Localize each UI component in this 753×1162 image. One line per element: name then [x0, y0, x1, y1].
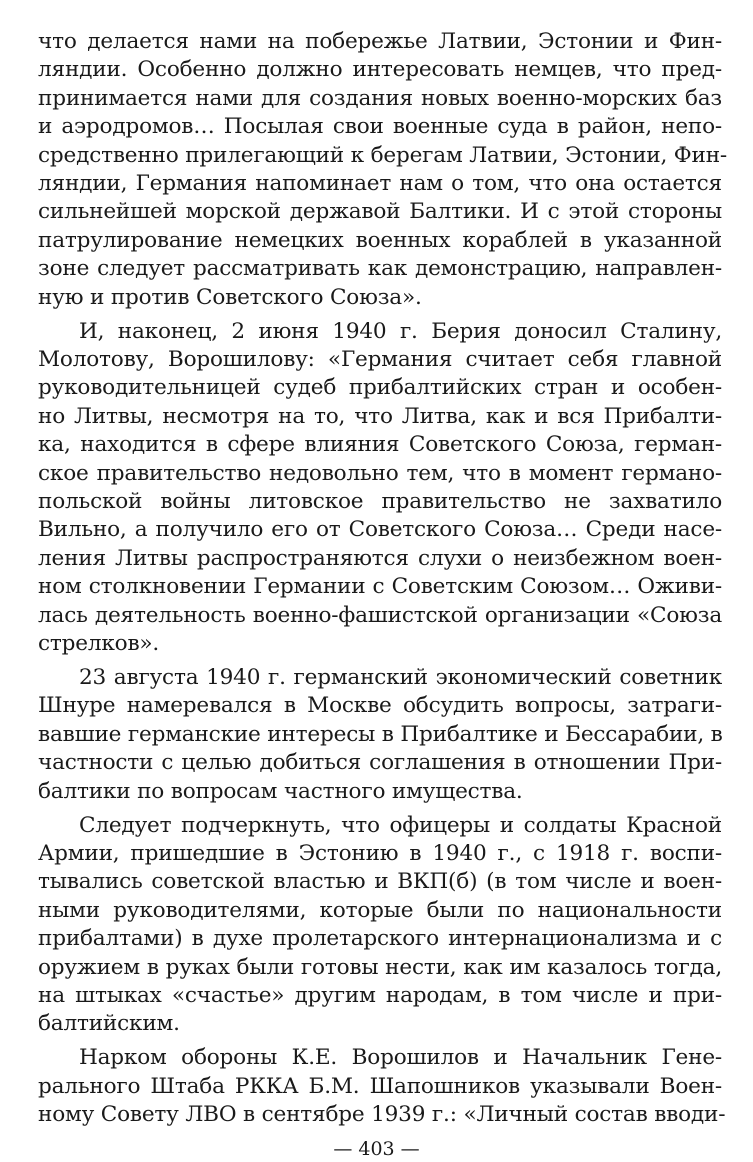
text-line: польской войны литовское правительство не захватило: [38, 489, 722, 514]
text-line: зоне следует рассматривать как демонстрацию, направлен-: [38, 256, 722, 282]
text-line: стрелков».: [38, 631, 160, 656]
text-line: ления Литвы распространяются слухи о неизбежном воен-: [38, 545, 722, 571]
text-line: оружием в руках были готовы нести, как им казалось тогда,: [38, 954, 722, 980]
text-line: балтики по вопросам частного имущества.: [38, 778, 523, 804]
text-line: Следует подчеркнуть, что офицеры и солдаты Красной: [79, 812, 722, 838]
text-line: частности с целью добиться соглашения в отношении При-: [38, 750, 722, 776]
text-line: патрулирование немецких военных кораблей в указанной: [38, 227, 722, 253]
text-line: Шнуре намеревался в Москве обсудить вопросы, затраги-: [38, 693, 722, 719]
text-line: ка, находится в сфере влияния Советского Союза, герман-: [38, 432, 722, 458]
text-line: принимается нами для создания новых военно-морских баз: [38, 85, 722, 111]
text-line: ляндии. Особенно должно интересовать немцев, что пред-: [38, 57, 722, 83]
text-line: ному Совету ЛВО в сентябре 1939 г.: «Личный состав вводи-: [38, 1102, 726, 1128]
text-line: вавшие германские интересы в Прибалтике и Бессарабии, в: [38, 721, 723, 747]
text-line: что делается нами на побережье Латвии, Эстонии и Фин-: [38, 29, 722, 54]
text-line: балтийским.: [38, 1011, 180, 1037]
text-line: и аэродромов… Посылая свои военные суда в район, непо-: [38, 114, 722, 140]
text-line: Армии, пришедшие в Эстонию в 1940 г., с 1918 г. воспи-: [38, 841, 722, 866]
text-line: ную и против Советского Союза».: [38, 284, 422, 310]
text-line: ское правительство недовольно тем, что в момент германо-: [38, 460, 722, 486]
text-line: средственно прилегающий к берегам Латвии, Эстонии, Фин-: [38, 142, 728, 168]
text-line: И, наконец, 2 июня 1940 г. Берия доносил Сталину,: [79, 318, 722, 344]
text-line: руководительницей судеб прибалтийских стран и особен-: [38, 375, 722, 401]
text-line: сильнейшей морской державой Балтики. И с этой стороны: [38, 199, 722, 225]
text-line: но Литвы, несмотря на то, что Литва, как и вся Прибалти-: [38, 403, 722, 429]
text-line: Вильно, а получило его от Советского Союза… Среди насе-: [38, 517, 722, 543]
text-line: тывались советской властью и ВКП(б) (в том числе и воен-: [38, 869, 722, 895]
text-line: ляндии, Германия напоминает нам о том, что она остается: [38, 171, 722, 196]
text-line: ном столкновении Германии с Советским Союзом… Оживи-: [38, 574, 722, 600]
text-line: Нарком обороны К.Е. Ворошилов и Начальник Гене-: [79, 1045, 722, 1071]
text-line: ными руководителями, которые были по национальности: [38, 897, 722, 923]
text-line: 23 августа 1940 г. германский экономический советник: [79, 665, 722, 690]
text-line: Молотову, Ворошилову: «Германия считает себя главной: [38, 347, 722, 372]
text-line: рального Штаба РККА Б.М. Шапошников указывали Воен-: [38, 1073, 722, 1099]
text-line: лась деятельность военно-фашистской организации «Союза: [38, 602, 722, 628]
text-line: на штыках «счастье» другим народам, в том числе и при-: [38, 983, 722, 1008]
page-number: — 403 —: [333, 1137, 420, 1160]
text-line: прибалтами) в духе пролетарского интернационализма и с: [38, 926, 722, 952]
